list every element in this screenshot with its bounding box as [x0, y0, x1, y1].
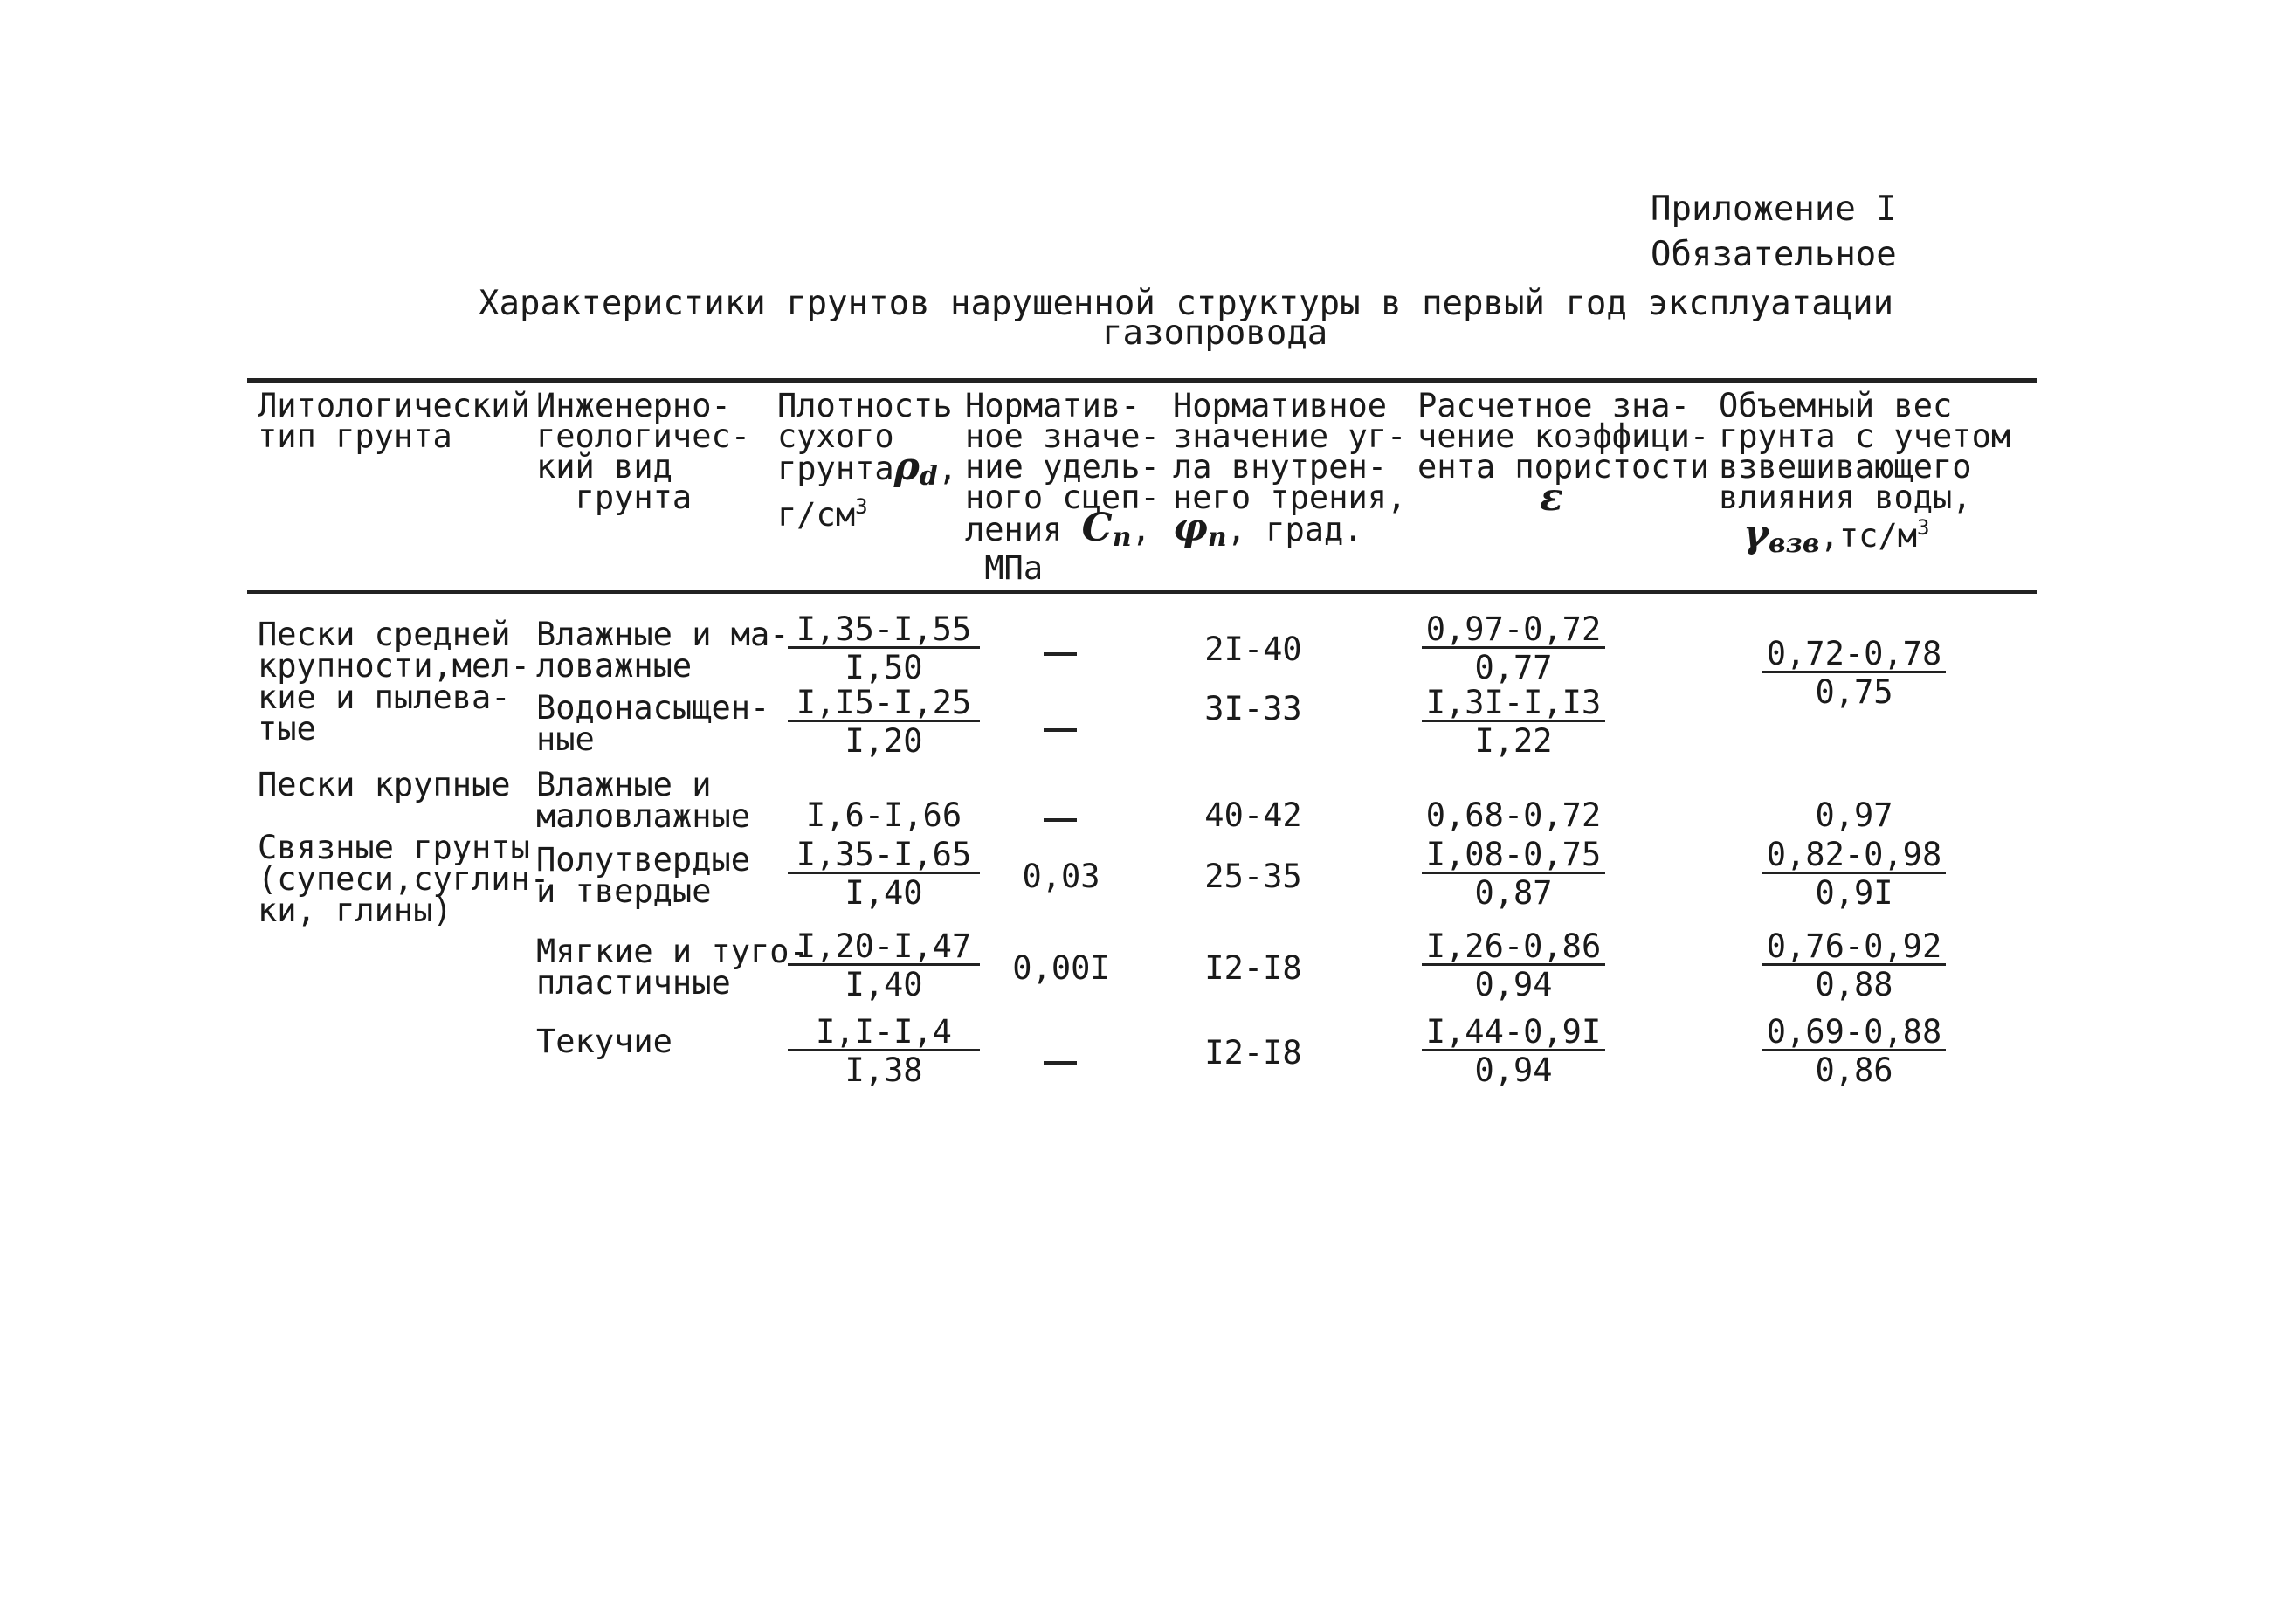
table-row-3-density: I,6-I,66 — [805, 796, 962, 834]
table-top-rule — [247, 378, 2037, 383]
lithology-sands-medium: Пески средней крупности,мел- кие и пылева- тые — [258, 616, 530, 748]
table-row-5-friction: I2-I8 — [1204, 949, 1302, 987]
header-friction-angle: Нормативное значение уг- ла внутрен- него трения, $\varphi_n$, град. — [1173, 387, 1407, 553]
table-row-2-type: Водонасыщен- ные — [536, 689, 770, 758]
table-row-5-density: $\frac{I,20-I,47}{I,40}$ — [788, 930, 980, 1004]
table-row-1-density: $\frac{I,35-I,55}{I,50}$ — [788, 613, 980, 687]
table-row-5-cohesion: 0,00I — [1012, 949, 1110, 987]
table-row-4-cohesion: 0,03 — [1022, 858, 1100, 895]
header-bottom-rule — [247, 590, 2037, 594]
lithology-cohesive: Связные грунты (супеси,суглин- ки, глины) — [258, 829, 550, 929]
table-row-3-porosity: 0,68-0,72 — [1425, 796, 1602, 834]
cohesion-symbol: C — [1081, 506, 1113, 550]
table-row-3-unit-weight: 0,97 — [1815, 796, 1893, 834]
header-porosity: Расчетное зна- чение коэффици- ента пористости ε — [1417, 387, 1710, 520]
table-row-5-porosity: $\frac{I,26-0,86}{0,94}$ — [1422, 930, 1605, 1004]
header-lithology: Литологический тип грунта — [258, 387, 530, 455]
rho-symbol: ρ — [893, 445, 920, 489]
table-row-6-cohesion-dash — [1044, 1061, 1077, 1065]
lithology-sands-coarse: Пески крупные — [258, 766, 511, 803]
table-row-1-porosity: $\frac{0,97-0,72}{0,77}$ — [1422, 613, 1605, 687]
table-title-continued: газопровода — [1102, 314, 1328, 353]
table-title: Характеристики грунтов нарушенной структуры в первый год эксплуатации — [479, 284, 1894, 323]
table-row-4-unit-weight: $\frac{0,82-0,98}{0,9I}$ — [1762, 838, 1946, 913]
appendix-label: Приложение I — [1651, 190, 1897, 229]
mandatory-label: Обязательное — [1651, 235, 1897, 274]
header-engineering-type: Инженерно- геологичес- кий вид грунта — [536, 387, 751, 516]
epsilon-symbol: ε — [1540, 475, 1563, 520]
table-row-6-type: Текучие — [536, 1023, 672, 1060]
header-unit-weight: Объемный вес грунта с учетом взвешивающего влияния воды, $\gamma_{взв},тс/м^3$ — [1719, 387, 2011, 559]
table-row-2-porosity: $\frac{I,3I-I,I3}{I,22}$ — [1422, 686, 1605, 761]
header-dry-density: Плотность сухого грунтаρ$_d$, $г/см^3$ — [777, 387, 958, 534]
table-row-2-friction: 3I-33 — [1204, 690, 1302, 727]
table-row-1-type: Влажные и ма- ловажные — [536, 616, 789, 685]
table-row-2-density: $\frac{I,I5-I,25}{I,20}$ — [788, 686, 980, 761]
table-row-6-porosity: $\frac{I,44-0,9I}{0,94}$ — [1422, 1016, 1605, 1090]
table-row-3-friction: 40-42 — [1204, 796, 1302, 834]
table-row-1-cohesion-dash — [1044, 652, 1077, 656]
table-row-6-density: $\frac{I,I-I,4}{I,38}$ — [788, 1016, 980, 1090]
table-row-6-unit-weight: $\frac{0,69-0,88}{0,86}$ — [1762, 1016, 1946, 1090]
table-row-4-density: $\frac{I,35-I,65}{I,40}$ — [788, 838, 980, 913]
table-row-4-type: Полутвердые и твердые — [536, 841, 751, 910]
gamma-symbol: γ — [1743, 512, 1769, 556]
table-row-6-friction: I2-I8 — [1204, 1034, 1302, 1072]
table-row-2-cohesion-dash — [1044, 728, 1077, 732]
sands-unit-weight: $\frac{0,72-0,78}{0,75}$ — [1762, 638, 1946, 712]
table-row-4-porosity: $\frac{I,08-0,75}{0,87}$ — [1422, 838, 1605, 913]
header-cohesion: Норматив- ное значе- ние удель- ного сцеп- ления $C_n$, МПа — [965, 387, 1160, 587]
table-row-5-type: Мягкие и туго- пластичные — [536, 933, 809, 1002]
table-row-3-cohesion-dash — [1044, 818, 1077, 822]
phi-symbol: φ — [1173, 506, 1208, 550]
table-row-4-friction: 25-35 — [1204, 858, 1302, 895]
table-row-5-unit-weight: $\frac{0,76-0,92}{0,88}$ — [1762, 930, 1946, 1004]
table-row-3-type: Влажные и маловлажные — [536, 766, 751, 835]
table-row-1-friction: 2I-40 — [1204, 631, 1302, 668]
